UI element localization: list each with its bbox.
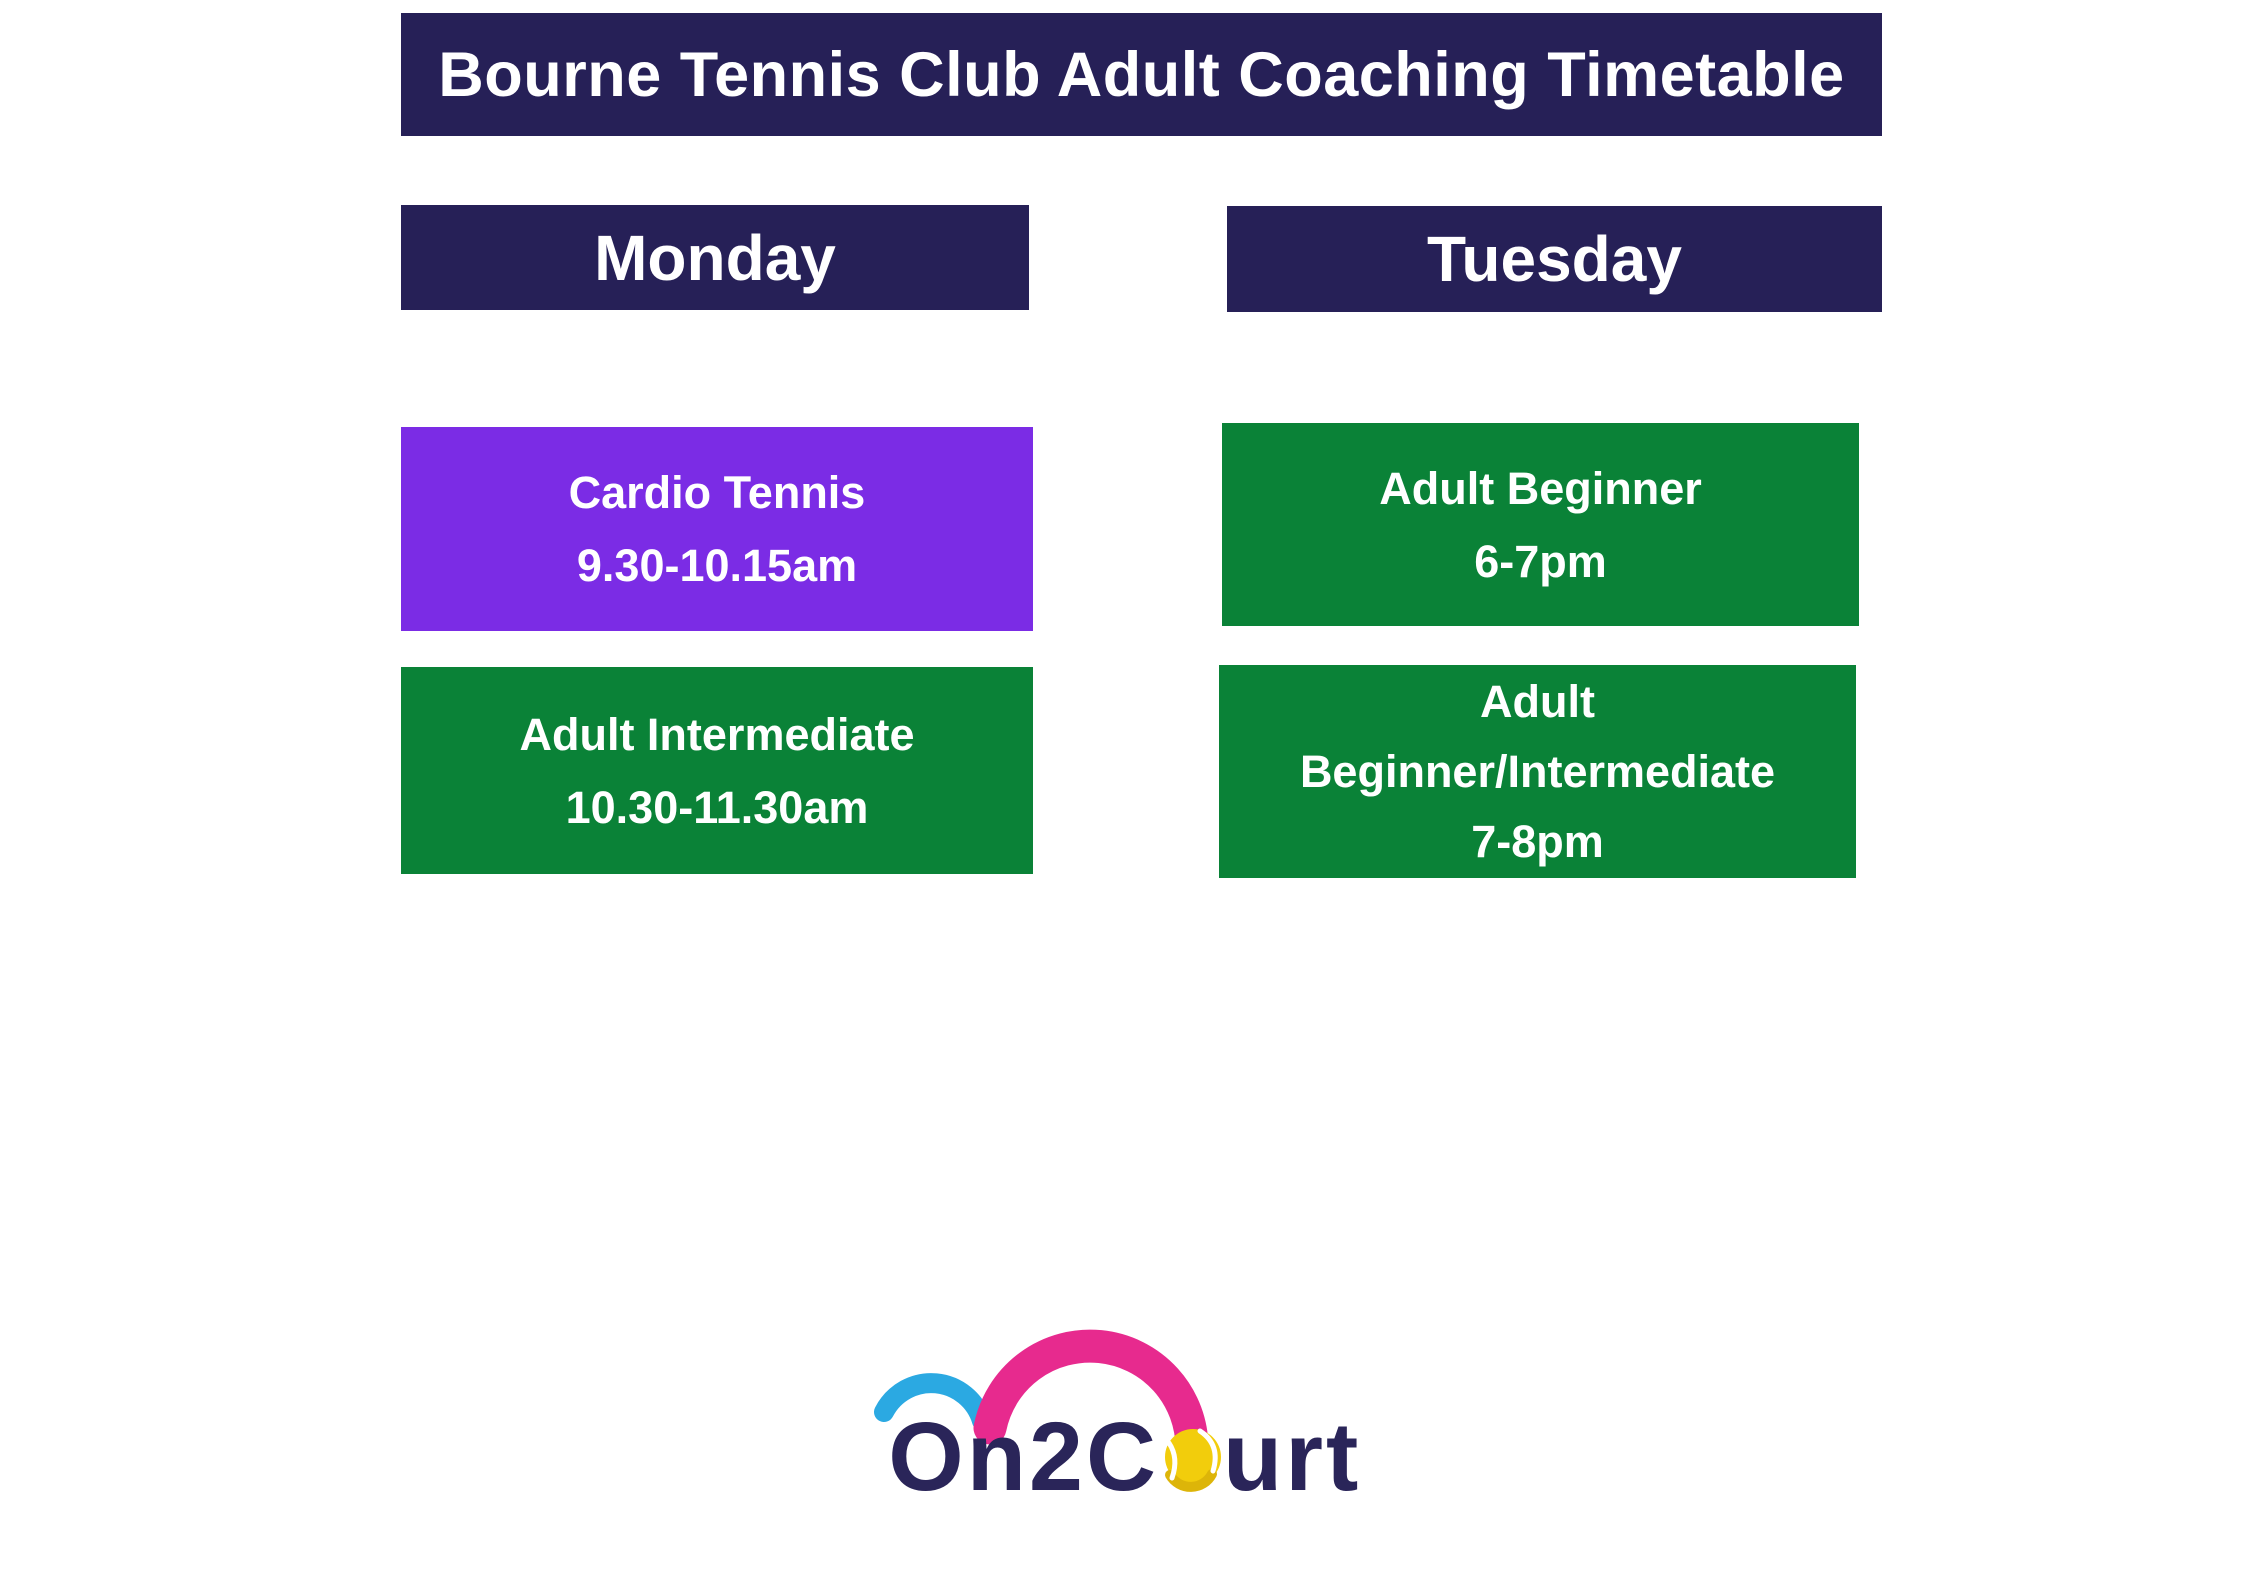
session-card-adult-beginner (1222, 423, 1859, 626)
session-name: Cardio Tennis (568, 467, 866, 518)
session-time: 9.30-10.15am (576, 540, 858, 591)
session-card-cardio-tennis (401, 427, 1033, 631)
page-title: Bourne Tennis Club Adult Coaching Timetable (401, 13, 1882, 136)
session-card-adult-intermediate (401, 667, 1033, 874)
session-name: Adult (1480, 675, 1595, 727)
session-name: Adult Intermediate (519, 708, 915, 760)
day-header-monday: Monday (401, 205, 1029, 310)
on2court-logo (870, 1324, 1370, 1524)
session-time: 10.30-11.30am (565, 781, 869, 833)
logo-text-left: On2C (888, 1402, 1159, 1511)
session-time: 7-8pm (1471, 815, 1604, 867)
session-time: 6-7pm (1474, 535, 1607, 587)
session-name: Beginner/Intermediate (1299, 745, 1776, 797)
day-header-tuesday: Tuesday (1227, 206, 1882, 312)
session-card-adult-beginner-intermediate (1219, 665, 1856, 878)
logo-text-right: urt (1223, 1402, 1362, 1511)
session-name: Adult Beginner (1379, 462, 1702, 514)
tennis-ball-icon (1165, 1429, 1221, 1487)
